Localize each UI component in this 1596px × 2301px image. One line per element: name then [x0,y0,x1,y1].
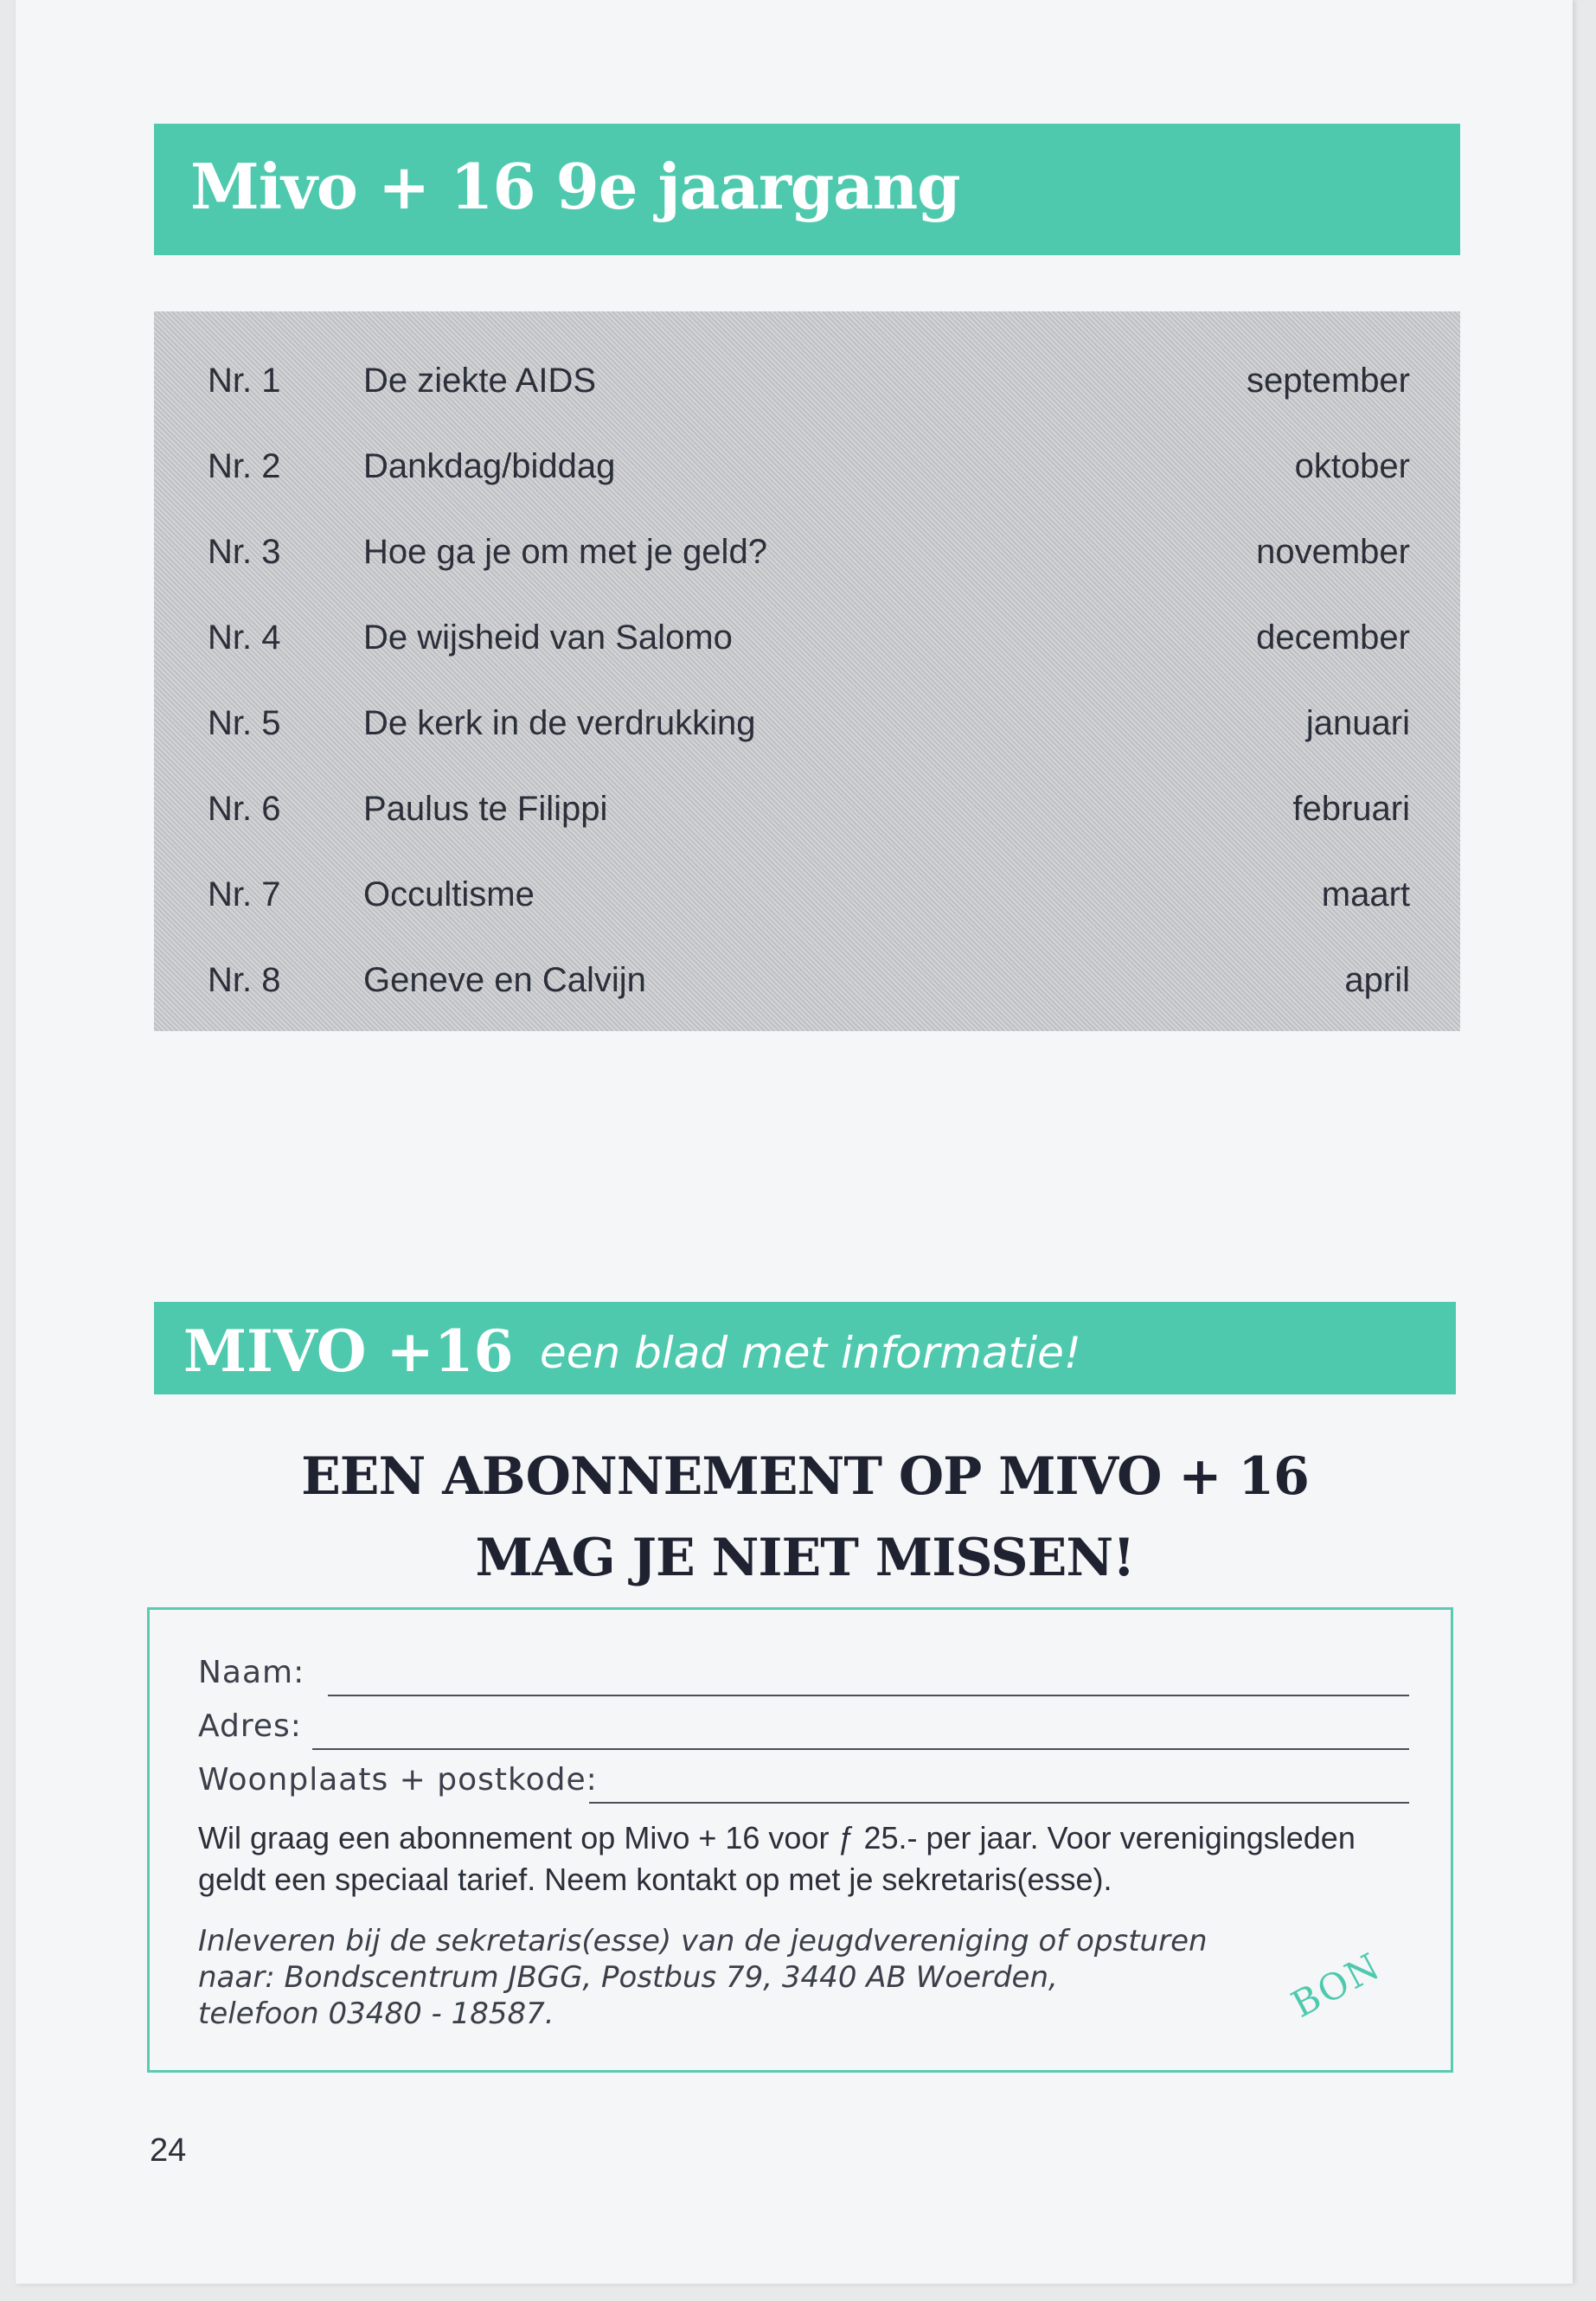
city-postcode-label: Woonplaats + postkode: [198,1762,598,1798]
address-field[interactable] [198,1708,1409,1753]
issue-topic: Hoe ga je om met je geld? [363,533,767,571]
name-line[interactable] [328,1695,1409,1696]
city-postcode-line[interactable] [589,1802,1409,1804]
address-label: Adres: [198,1708,302,1744]
issue-row [154,356,1460,408]
page-number: 24 [150,2132,187,2169]
issue-number: Nr. 1 [208,362,281,400]
issue-row [154,613,1460,665]
delivery-note [198,1923,1236,2032]
issue-number: Nr. 5 [208,704,281,742]
bon-stamp: BON [1284,1944,1388,2026]
promo-banner [154,1302,1456,1394]
headline-line-1: EEN ABONNEMENT OP MIVO + 16 [301,1446,1309,1507]
issue-schedule [154,311,1460,1031]
issue-row [154,699,1460,751]
issue-month: oktober [1294,447,1410,485]
promo-brand: MIVO +16 [183,1317,514,1385]
issue-number: Nr. 2 [208,447,281,485]
magazine-page [16,0,1573,2284]
issue-topic: De wijsheid van Salomo [363,619,733,657]
note-line-1: Inleveren bij de sekretaris(esse) van de jeugdvereniging of opsturen [198,1924,1208,1958]
issue-number: Nr. 3 [208,533,281,571]
issue-topic: Geneve en Calvijn [363,961,646,999]
issue-month: november [1256,533,1410,571]
issue-month: maart [1321,875,1410,913]
subscription-coupon [147,1607,1453,2073]
issue-number: Nr. 7 [208,875,281,913]
issue-row [154,870,1460,922]
issue-topic: Dankdag/biddag [363,447,616,485]
volume-title: Mivo + 16 9e jaargang [190,150,960,223]
issue-month: april [1344,961,1410,999]
city-postcode-field[interactable] [198,1762,1409,1807]
name-field[interactable] [198,1655,1409,1700]
issue-number: Nr. 6 [208,790,281,828]
volume-header-banner [154,124,1460,255]
issue-row [154,785,1460,836]
subscription-info [198,1817,1409,1900]
promo-tagline: een blad met informatie! [540,1328,1081,1378]
issue-month: februari [1292,790,1410,828]
issue-row [154,956,1460,1008]
issue-topic: De ziekte AIDS [363,362,597,400]
headline-line-2: MAG JE NIET MISSEN! [475,1528,1135,1588]
issue-month: september [1247,362,1410,400]
issue-month: december [1256,619,1410,657]
address-line[interactable] [312,1748,1409,1750]
issue-month: januari [1305,704,1410,742]
info-line-2: geldt een speciaal tarief. Neem kontakt op met je sekretaris(esse). [198,1862,1112,1897]
note-line-2: naar: Bondscentrum JBGG, Postbus 79, 3440 AB Woerden, [198,1960,1058,1995]
issue-number: Nr. 4 [208,619,281,657]
issue-topic: Paulus te Filippi [363,790,608,828]
note-line-3: telefoon 03480 - 18587. [198,1997,554,2031]
issue-topic: Occultisme [363,875,535,913]
issue-topic: De kerk in de verdrukking [363,704,756,742]
info-line-1: Wil graag een abonnement op Mivo + 16 voor ƒ 25.- per jaar. Voor verenigingsleden [198,1820,1356,1856]
subscription-headline [154,1436,1456,1599]
issue-number: Nr. 8 [208,961,281,999]
issue-row [154,528,1460,580]
issue-row [154,442,1460,494]
name-label: Naam: [198,1655,305,1690]
